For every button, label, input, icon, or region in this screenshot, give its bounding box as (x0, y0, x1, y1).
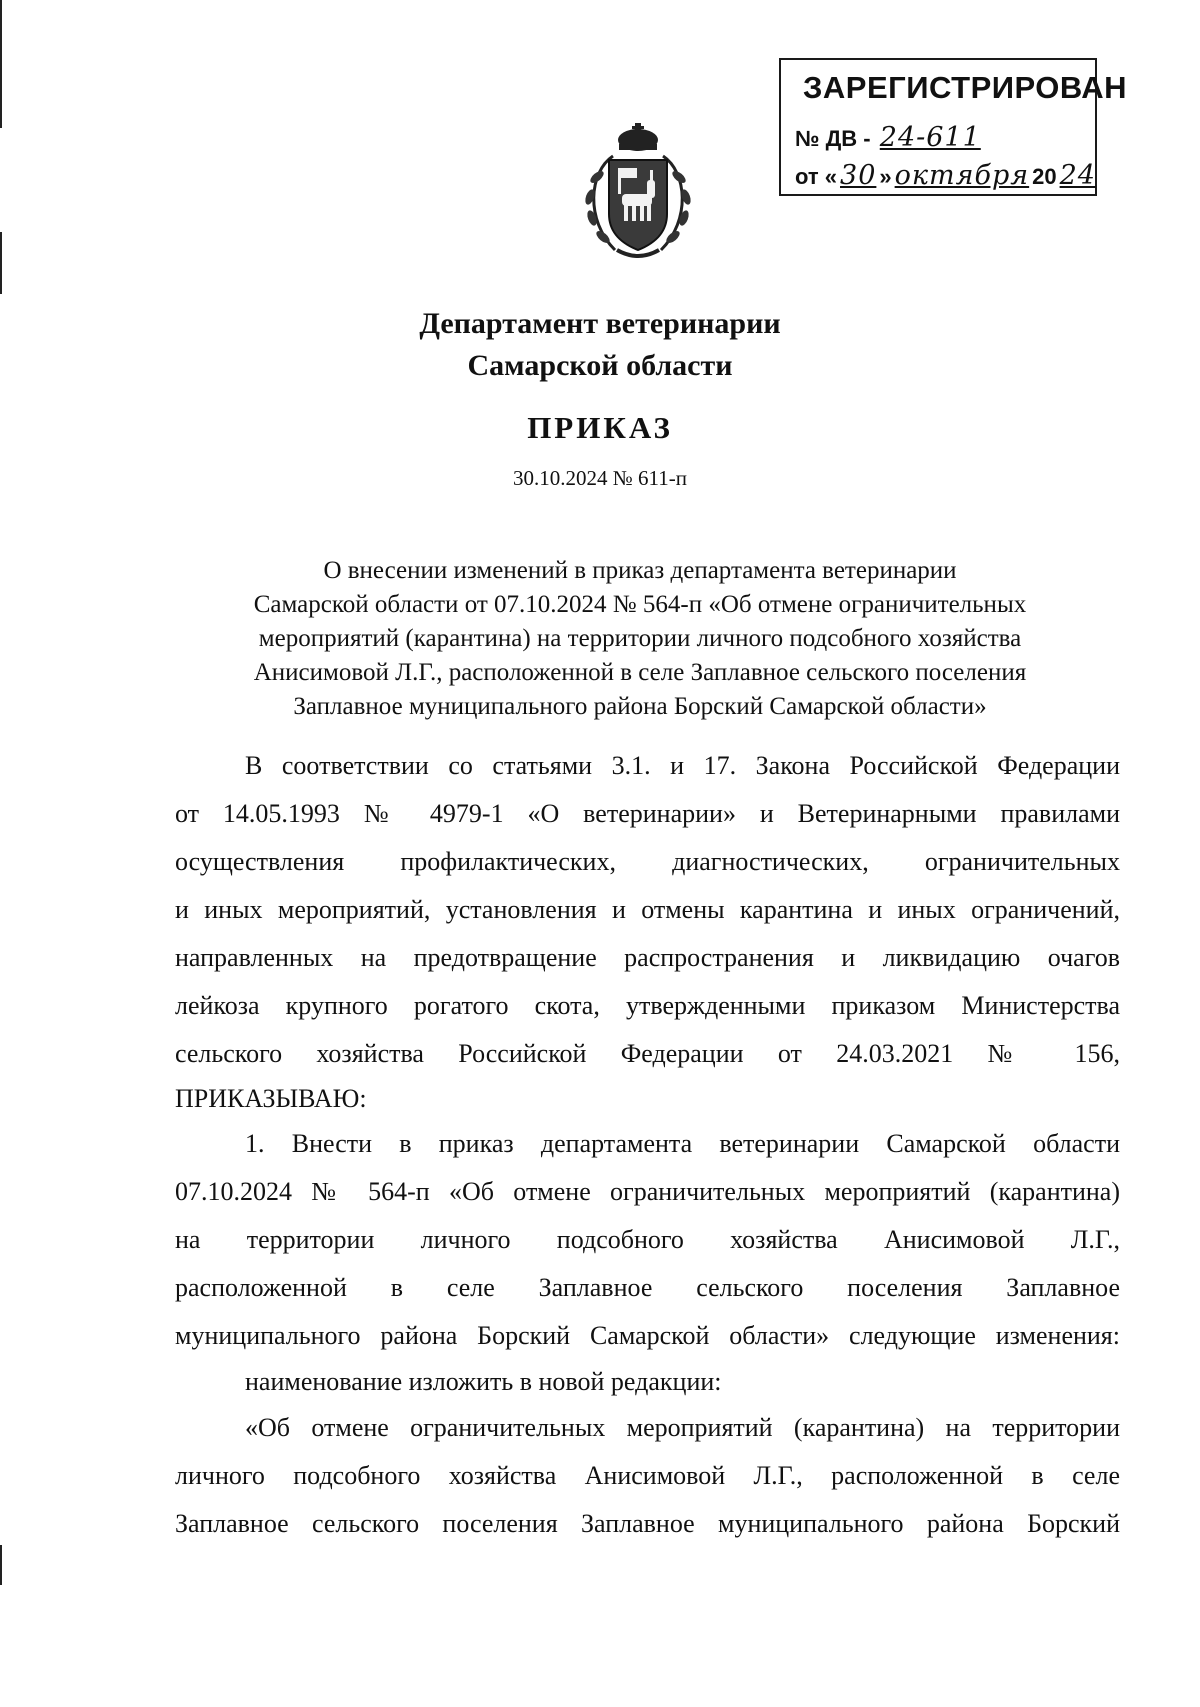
stamp-date-year-prefix: 20 (1032, 164, 1057, 189)
subject-line: Самарской области от 07.10.2024 № 564-п «Об отмене ограничительных (253, 591, 1027, 618)
body-line: осуществления профилактических, диагностических, ограничительных (175, 847, 1120, 876)
stamp-date-month: октября (894, 160, 1030, 191)
body-line: муниципального района Борский Самарской области» следующие изменения: (175, 1321, 1120, 1350)
subject-line: О внесении изменений в приказ департамента ветеринарии (323, 557, 957, 584)
body-line: и иных мероприятий, установления и отмены карантина и иных ограничений, (175, 895, 1120, 924)
body-line: на территории личного подсобного хозяйства Анисимовой Л.Г., (175, 1225, 1120, 1254)
body-line: наименование изложить в новой редакции: (245, 1367, 722, 1396)
doc-type: ПРИКАЗ (527, 410, 673, 445)
coat-of-arms-icon (575, 122, 701, 264)
subject-line: Анисимовой Л.Г., расположенной в селе Заплавное сельского поселения (253, 659, 1027, 686)
body-line: Заплавное сельского поселения Заплавное муниципального района Борский (175, 1509, 1120, 1538)
stamp-date-prefix: от « (795, 164, 838, 189)
scan-edge-middle (0, 232, 2, 294)
doc-number: 30.10.2024 № 611-п (513, 466, 687, 490)
body-line: 1. Внести в приказ департамента ветеринарии Самарской области (245, 1129, 1120, 1158)
document-subject (160, 554, 1120, 724)
subject-line: мероприятий (карантина) на территории личного подсобного хозяйства (258, 625, 1022, 652)
subject-line: Заплавное муниципального района Борский Самарской области» (293, 693, 987, 720)
stamp-number-prefix: № ДВ - (795, 126, 871, 151)
body-line: сельского хозяйства Российской Федерации от 24.03.2021 № 156, (175, 1039, 1120, 1068)
stamp-date-line (795, 160, 1099, 191)
stamp-date-day: 30 (840, 160, 877, 191)
body-line: ПРИКАЗЫВАЮ: (175, 1084, 367, 1113)
org-name-line2: Самарской области (467, 349, 733, 382)
org-name-line1: Департамент ветеринарии (419, 307, 781, 340)
body-line: 07.10.2024 № 564-п «Об отмене ограничительных мероприятий (карантина) (175, 1177, 1120, 1206)
stamp-date-mid: » (879, 164, 892, 189)
stamp-number-handwritten: 24-611 (879, 122, 981, 153)
body-line: В соответствии со статьями 3.1. и 17. Закона Российской Федерации (245, 751, 1120, 780)
stamp-title: ЗАРЕГИСТРИРОВАН (803, 70, 1128, 105)
scan-edge-bottom (0, 1545, 2, 1585)
body-line: от 14.05.1993 № 4979-1 «О ветеринарии» и Ветеринарными правилами (175, 799, 1120, 828)
body-line: расположенной в селе Заплавное сельского поселения Заплавное (175, 1273, 1120, 1302)
body-line: лейкоза крупного рогатого скота, утвержденными приказом Министерства (175, 991, 1120, 1020)
body-line: личного подсобного хозяйства Анисимовой Л.Г., расположенной в селе (175, 1461, 1120, 1490)
stamp-date-year: 24 (1059, 160, 1096, 191)
body-line: направленных на предотвращение распространения и ликвидацию очагов (175, 943, 1120, 972)
stamp-number-line (795, 122, 984, 153)
document-body (175, 742, 1120, 1548)
registration-stamp (779, 58, 1128, 196)
body-line: «Об отмене ограничительных мероприятий (карантина) на территории (245, 1413, 1120, 1442)
scan-edge-top (0, 0, 2, 128)
